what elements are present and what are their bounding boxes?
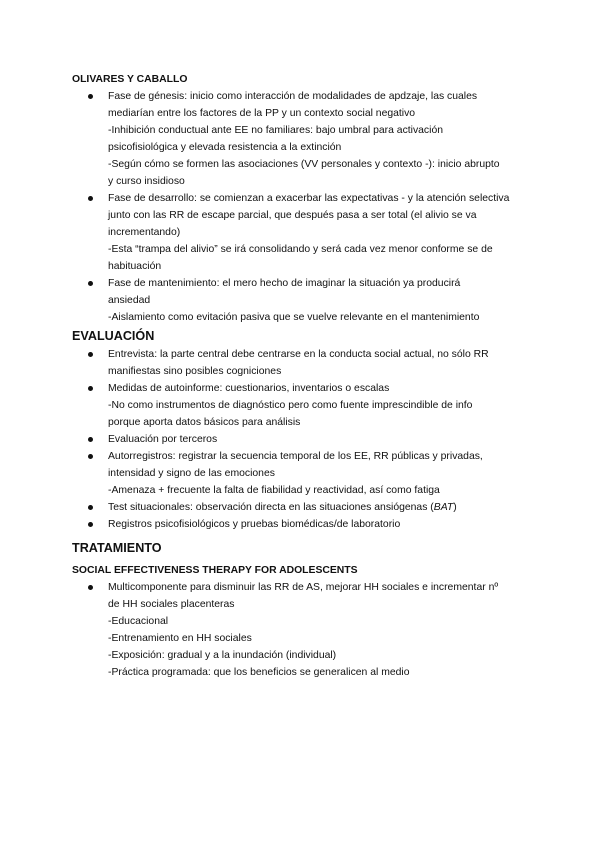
section-heading: EVALUACIÓN xyxy=(72,329,155,343)
text-line: habituación xyxy=(108,261,162,272)
bullet-icon xyxy=(88,437,93,442)
bullet-list xyxy=(72,88,532,326)
text-line: junto con las RR de escape parcial, que después pasa a ser total (el alivio se va xyxy=(108,210,477,221)
document-content xyxy=(72,71,532,681)
text-line: Multicomponente para disminuir las RR de AS, mejorar HH sociales e incrementar nº xyxy=(108,582,499,593)
text-line: -Aislamiento como evitación pasiva que se vuelve relevante en el mantenimiento xyxy=(108,312,480,323)
bullet-icon xyxy=(88,585,93,590)
bullet-list xyxy=(72,346,532,533)
text-line: -Entrenamiento en HH sociales xyxy=(108,633,252,644)
section-tratamiento xyxy=(72,540,532,681)
text-segment: ) xyxy=(453,502,457,513)
section-olivares-caballo xyxy=(72,71,532,326)
text-line: mediarían entre los factores de la PP y un contexto social negativo xyxy=(108,108,416,119)
bullet-icon xyxy=(88,94,93,99)
text-line: incrementando) xyxy=(108,227,181,238)
text-line: Entrevista: la parte central debe centrarse en la conducta social actual, no sólo RR xyxy=(108,349,489,360)
bullet-icon xyxy=(88,352,93,357)
text-line: -Inhibición conductual ante EE no familiares: bajo umbral para activación xyxy=(108,125,443,136)
text-line: -Amenaza + frecuente la falta de fiabilidad y reactividad, así como fatiga xyxy=(108,485,440,496)
list-item xyxy=(72,275,532,326)
list-item xyxy=(72,516,532,533)
list-item xyxy=(72,190,532,275)
text-line: -Educacional xyxy=(108,616,169,627)
text-line: de HH sociales placenteras xyxy=(108,599,235,610)
bullet-icon xyxy=(88,281,93,286)
text-segment: Test situacionales: observación directa en las situaciones ansiógenas ( xyxy=(108,502,434,513)
list-item xyxy=(72,448,532,499)
bullet-icon xyxy=(88,196,93,201)
list-item xyxy=(72,431,532,448)
bullet-icon xyxy=(88,454,93,459)
text-line: porque aporta datos básicos para análisis xyxy=(108,417,301,428)
text-line: -Práctica programada: que los beneficios se generalicen al medio xyxy=(108,667,410,678)
text-line: Fase de génesis: inicio como interacción de modalidades de apdzaje, las cuales xyxy=(108,91,478,102)
list-item xyxy=(72,88,532,190)
bullet-icon xyxy=(88,522,93,527)
text-line: -No como instrumentos de diagnóstico pero como fuente imprescindible de info xyxy=(108,400,473,411)
text-line: manifiestas sino posibles cogniciones xyxy=(108,366,282,377)
list-item xyxy=(72,579,532,681)
text-line: y curso insidioso xyxy=(108,176,185,187)
section-subheading: SOCIAL EFFECTIVENESS THERAPY FOR ADOLESCENTS xyxy=(72,565,358,576)
text-line: -Esta “trampa del alivio” se irá consolidando y será cada vez menor conforme se de xyxy=(108,244,493,255)
text-line: psicofisiológica y elevada resistencia a la extinción xyxy=(108,142,342,153)
bullet-icon xyxy=(88,505,93,510)
section-evaluacion xyxy=(72,328,532,533)
text-line: Fase de mantenimiento: el mero hecho de imaginar la situación ya producirá xyxy=(108,278,461,289)
list-item xyxy=(72,380,532,431)
text-line: Evaluación por terceros xyxy=(108,434,218,445)
list-item xyxy=(72,346,532,380)
text-line: intensidad y signo de las emociones xyxy=(108,468,275,479)
section-heading: TRATAMIENTO xyxy=(72,541,162,555)
text-line: Medidas de autoinforme: cuestionarios, inventarios o escalas xyxy=(108,383,390,394)
text-line xyxy=(108,499,532,516)
text-line: ansiedad xyxy=(108,295,151,306)
section-heading: OLIVARES Y CABALLO xyxy=(72,74,188,85)
text-line: Autorregistros: registrar la secuencia temporal de los EE, RR públicas y privadas, xyxy=(108,451,483,462)
text-line: -Exposición: gradual y a la inundación (individual) xyxy=(108,650,337,661)
bullet-list xyxy=(72,579,532,681)
bullet-icon xyxy=(88,386,93,391)
text-line: Fase de desarrollo: se comienzan a exacerbar las expectativas - y la atención selectiva xyxy=(108,193,510,204)
list-item xyxy=(72,499,532,516)
italic-abbreviation: BAT xyxy=(433,502,454,513)
text-line: Registros psicofisiológicos y pruebas biomédicas/de laboratorio xyxy=(108,519,401,530)
text-line: -Según cómo se formen las asociaciones (VV personales y contexto -): inicio abrupto xyxy=(108,159,500,170)
